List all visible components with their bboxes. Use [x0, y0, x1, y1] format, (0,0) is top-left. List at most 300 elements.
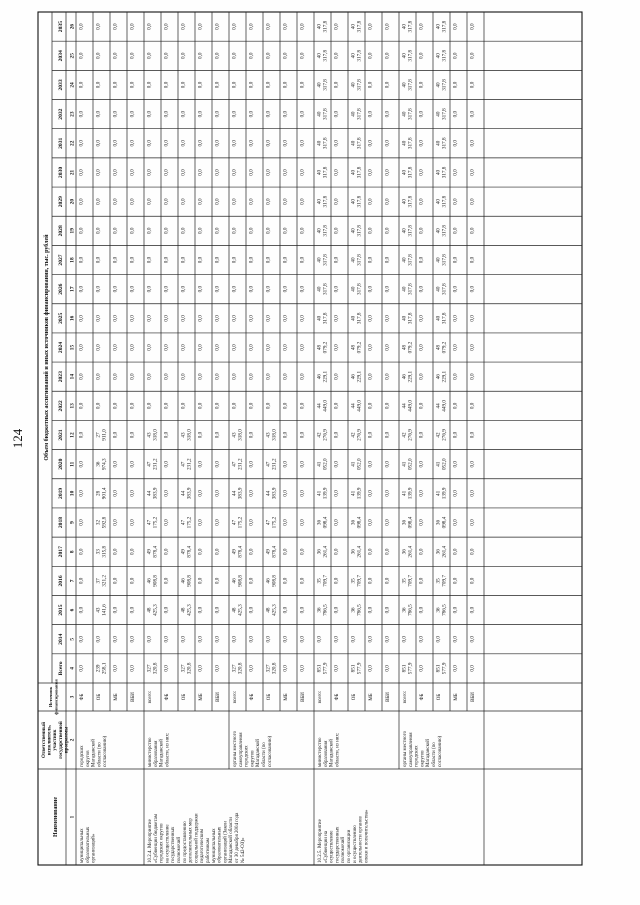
header-year: 2024: [58, 341, 64, 354]
value-cell: 0,0: [163, 431, 170, 439]
source-cell: ВБИ: [216, 692, 221, 702]
value-cell: 229,1: [441, 370, 448, 383]
value-cell: 098,4: [356, 516, 363, 529]
value-cell: 0,0: [231, 227, 238, 235]
value-cell: 908,8: [186, 575, 193, 587]
value-cell: 47: [265, 519, 272, 526]
name-cell: № 542-ОЗ)»: [240, 837, 246, 863]
value-cell: 0,0: [452, 665, 459, 672]
value-cell: 0,0: [95, 140, 102, 147]
value-cell: 0,0: [180, 198, 187, 205]
value-cell: 36: [435, 519, 442, 526]
value-cell: 0,0: [333, 52, 340, 60]
value-cell: 0,0: [248, 577, 255, 585]
value-cell: 0,0: [129, 402, 136, 410]
value-cell: 0,0: [197, 490, 204, 497]
value-cell: 0,0: [214, 460, 221, 468]
value-cell: 383,9: [271, 487, 278, 500]
executor-cell: Магаданской: [91, 739, 97, 767]
value-cell: 40: [401, 82, 408, 88]
value-cell: 0,0: [197, 285, 204, 293]
value-cell: 0,0: [418, 606, 425, 614]
header-source: Источник: [48, 686, 53, 708]
value-cell: 0,0: [197, 402, 204, 410]
value-cell: 786,5: [322, 604, 329, 616]
value-cell: 449,0: [356, 400, 363, 412]
value-cell: 0,0: [299, 373, 306, 380]
value-cell: 0,0: [384, 635, 391, 643]
value-cell: 0,0: [452, 460, 459, 468]
name-cell: государственных: [171, 826, 177, 863]
value-cell: 28: [95, 490, 102, 496]
value-cell: 317,8: [356, 108, 363, 120]
header-year: 2035: [58, 20, 64, 33]
name-cell: полномочий: [177, 836, 182, 863]
executor-cell: городских: [244, 745, 250, 767]
value-cell: 46: [401, 374, 408, 380]
value-cell: 0,0: [197, 23, 204, 30]
value-cell: 321,2: [101, 575, 108, 587]
executor-cell: области (по: [432, 742, 437, 767]
value-cell: 327: [146, 664, 153, 673]
value-cell: 0,0: [146, 256, 153, 264]
executor-cell: области, из них:: [165, 732, 171, 767]
value-cell: 317,8: [407, 20, 414, 33]
value-cell: 0,0: [384, 52, 391, 60]
value-cell: 0,0: [418, 285, 425, 293]
value-cell: 40: [350, 169, 357, 176]
value-cell: 0,0: [367, 665, 374, 672]
value-cell: 0,0: [231, 52, 238, 60]
header-year: 2021: [58, 429, 64, 441]
value-cell: 0,0: [248, 23, 255, 30]
source-cell: МБ: [114, 693, 119, 701]
value-cell: 0,0: [214, 52, 221, 60]
value-cell: 0,0: [146, 315, 153, 322]
value-cell: 43: [231, 432, 238, 438]
value-cell: 317,8: [356, 254, 363, 266]
value-cell: 0,0: [78, 52, 85, 60]
value-cell: 0,0: [163, 256, 170, 264]
value-cell: 0,0: [469, 344, 476, 351]
value-cell: 0,0: [197, 256, 204, 264]
value-cell: 36: [350, 607, 357, 613]
value-cell: 0,0: [367, 373, 374, 380]
value-cell: 0,0: [129, 140, 136, 147]
value-cell: 0,0: [78, 256, 85, 264]
value-cell: 0,0: [452, 169, 459, 176]
header-year: 2022: [58, 400, 64, 412]
name-cell: полномочий: [341, 836, 347, 863]
value-cell: 0,0: [469, 256, 476, 264]
value-cell: 0,0: [367, 285, 374, 293]
value-cell: 0,0: [384, 519, 391, 526]
value-cell: 0,0: [384, 460, 391, 468]
value-cell: 0,0: [299, 315, 306, 322]
executor-cell: образования: [323, 740, 329, 767]
value-cell: 0,0: [469, 606, 476, 614]
header-year: Всего: [58, 661, 64, 676]
value-cell: 40: [316, 315, 323, 321]
value-cell: 0,0: [265, 169, 272, 176]
name-cell: по организации: [347, 829, 352, 863]
value-cell: 0,0: [112, 140, 119, 147]
value-cell: 0,0: [452, 431, 459, 439]
value-cell: 40: [435, 315, 442, 321]
name-cell: «Субвенции бюджетам: [153, 814, 159, 863]
value-cell: 0,0: [248, 373, 255, 380]
value-cell: 48: [146, 607, 153, 613]
value-cell: 851: [435, 664, 442, 673]
value-cell: 0,0: [78, 548, 85, 555]
header-year: 2015: [58, 604, 64, 616]
value-cell: 577,9: [322, 662, 329, 675]
value-cell: 0,0: [197, 519, 204, 526]
value-cell: 0,0: [452, 519, 459, 526]
value-cell: 079,2: [322, 341, 329, 354]
value-cell: 0,0: [78, 344, 85, 351]
table-cells: [42, 20, 476, 863]
value-cell: 0,0: [112, 110, 119, 118]
value-cell: 0,0: [78, 431, 85, 439]
value-cell: 317,8: [441, 108, 448, 120]
value-cell: 908,8: [237, 575, 244, 587]
value-cell: 709,7: [356, 575, 363, 587]
value-cell: 46: [435, 374, 442, 380]
value-cell: 0,0: [146, 52, 153, 60]
value-cell: 0,0: [146, 285, 153, 293]
header-col-number: 6: [69, 608, 76, 612]
value-cell: 41: [350, 461, 357, 467]
value-cell: 449,0: [407, 400, 414, 412]
value-cell: 0,0: [248, 635, 255, 643]
value-cell: 0,0: [384, 256, 391, 264]
value-cell: 0,0: [469, 285, 476, 293]
source-cell: всего:: [403, 690, 408, 704]
value-cell: 0,0: [384, 227, 391, 235]
value-cell: 0,0: [384, 431, 391, 439]
value-cell: 0,0: [452, 635, 459, 643]
value-cell: 0,0: [112, 665, 119, 672]
value-cell: 0,0: [180, 140, 187, 147]
value-cell: 0,0: [180, 373, 187, 380]
value-cell: 0,0: [469, 315, 476, 322]
value-cell: 0,0: [418, 110, 425, 118]
value-cell: 0,0: [384, 577, 391, 585]
value-cell: 0,0: [129, 52, 136, 60]
value-cell: 0,0: [367, 169, 374, 176]
value-cell: 383,9: [152, 487, 159, 500]
value-cell: 0,0: [282, 431, 289, 439]
value-cell: 0,0: [282, 23, 289, 30]
value-cell: 229,1: [356, 370, 363, 383]
value-cell: 0,0: [112, 548, 119, 555]
value-cell: 0,0: [180, 52, 187, 60]
value-cell: 0,0: [129, 344, 136, 351]
header-col-number: 23: [69, 111, 76, 117]
value-cell: 901,4: [101, 487, 108, 500]
value-cell: 40: [435, 140, 442, 146]
value-cell: 139,9: [407, 487, 414, 500]
value-cell: 0,0: [333, 315, 340, 322]
value-cell: 0,0: [112, 227, 119, 235]
value-cell: 0,0: [78, 490, 85, 497]
value-cell: 0,0: [112, 431, 119, 439]
executor-cell: согласованию): [267, 735, 273, 767]
value-cell: 0,0: [418, 198, 425, 205]
value-cell: 052,0: [407, 458, 414, 471]
value-cell: 0,0: [299, 256, 306, 264]
value-cell: 0,0: [163, 285, 170, 293]
value-cell: 0,0: [299, 606, 306, 614]
value-cell: 49: [265, 549, 272, 555]
header-col-number: 2: [69, 738, 76, 742]
value-cell: 317,8: [407, 312, 414, 325]
value-cell: 0,0: [265, 373, 272, 380]
value-cell: 0,0: [333, 256, 340, 264]
value-cell: 317,8: [407, 166, 414, 179]
source-cell: ОБ: [182, 693, 187, 701]
value-cell: 44: [231, 490, 238, 496]
value-cell: 0,0: [112, 490, 119, 497]
value-cell: 577,9: [407, 662, 414, 675]
value-cell: 49: [180, 549, 187, 555]
value-cell: 0,0: [418, 490, 425, 497]
value-cell: 0,0: [418, 23, 425, 30]
value-cell: 320,8: [186, 662, 193, 675]
value-cell: 0,0: [78, 402, 85, 410]
value-cell: 0,0: [180, 315, 187, 322]
value-cell: 0,0: [197, 227, 204, 235]
source-cell: ОБ: [437, 693, 442, 701]
value-cell: 0,0: [78, 635, 85, 643]
value-cell: 0,0: [163, 490, 170, 497]
value-cell: 0,0: [265, 110, 272, 118]
value-cell: 0,0: [299, 490, 306, 497]
value-cell: 317,8: [322, 254, 329, 266]
header-year: 2018: [58, 516, 64, 529]
value-cell: 36: [350, 549, 357, 555]
value-cell: 317,8: [407, 49, 414, 62]
value-cell: 0,0: [469, 490, 476, 497]
value-cell: 0,0: [163, 665, 170, 672]
value-cell: 449,0: [441, 400, 448, 412]
value-cell: 46: [350, 374, 357, 380]
value-cell: 0,0: [112, 285, 119, 293]
value-cell: 0,0: [231, 23, 238, 30]
value-cell: 0,0: [95, 256, 102, 264]
value-cell: 0,0: [418, 81, 425, 89]
value-cell: 0,0: [384, 344, 391, 351]
name-cell: на осуществление: [165, 824, 171, 863]
value-cell: 0,0: [282, 548, 289, 555]
header-col-number: 7: [69, 579, 76, 583]
value-cell: 0,0: [265, 140, 272, 147]
value-cell: 36: [401, 519, 408, 526]
value-cell: 40: [316, 286, 323, 292]
value-cell: 577,9: [356, 662, 363, 675]
value-cell: 0,0: [129, 548, 136, 555]
name-cell: 10.2.4. Мероприятие: [148, 819, 153, 863]
value-cell: 0,0: [146, 81, 153, 89]
value-cell: 0,0: [129, 519, 136, 526]
header-year: 2034: [58, 50, 64, 62]
value-cell: 44: [316, 403, 323, 409]
source-cell: всего:: [233, 690, 238, 704]
value-cell: 261,4: [407, 545, 414, 558]
value-cell: 0,0: [452, 490, 459, 497]
value-cell: 0,0: [299, 140, 306, 147]
value-cell: 0,0: [197, 198, 204, 205]
value-cell: 0,0: [418, 635, 425, 643]
value-cell: 0,0: [214, 548, 221, 555]
value-cell: 0,0: [129, 169, 136, 176]
value-cell: 0,0: [384, 402, 391, 410]
value-cell: 0,0: [78, 23, 85, 30]
header-funding-title: Объем бюджетных ассигнований и иных источников финансирования, тыс. рублей: [44, 234, 50, 461]
value-cell: 44: [146, 490, 153, 496]
value-cell: 0,0: [146, 110, 153, 118]
value-cell: 0,0: [231, 635, 238, 643]
value-cell: 851: [316, 664, 323, 673]
value-cell: 0,0: [231, 315, 238, 322]
source-cell: МБ: [284, 693, 289, 701]
value-cell: 079,2: [441, 341, 448, 354]
value-cell: 317,8: [356, 283, 363, 295]
value-cell: 709,7: [407, 575, 414, 587]
value-cell: 41: [316, 490, 323, 496]
value-cell: 0,0: [180, 402, 187, 410]
value-cell: 0,0: [469, 52, 476, 60]
source-cell: МБ: [454, 693, 459, 701]
source-cell: МБ: [369, 693, 374, 701]
name-cell: Магаданской области: [229, 817, 235, 863]
value-cell: 0,0: [418, 169, 425, 176]
value-cell: 786,5: [441, 604, 448, 616]
value-cell: 425,3: [186, 604, 193, 616]
value-cell: 0,0: [469, 373, 476, 380]
value-cell: 48: [231, 607, 238, 613]
value-cell: 0,0: [180, 81, 187, 89]
value-cell: 052,0: [356, 458, 363, 471]
value-cell: 0,0: [78, 460, 85, 468]
value-cell: 908,8: [152, 575, 159, 587]
value-cell: 0,0: [112, 315, 119, 322]
source-cell: ФБ: [420, 693, 425, 701]
value-cell: 317,8: [322, 312, 329, 325]
value-cell: 0,0: [469, 548, 476, 555]
value-cell: 317,8: [441, 166, 448, 179]
value-cell: 592,8: [101, 516, 108, 529]
value-cell: 0,0: [418, 460, 425, 468]
value-cell: 0,0: [299, 110, 306, 118]
header-col-number: 3: [69, 695, 76, 699]
value-cell: 317,8: [356, 224, 363, 237]
value-cell: 317,8: [407, 254, 414, 266]
value-cell: 40: [350, 140, 357, 146]
executor-cell: Магаданской: [329, 739, 335, 767]
value-cell: 0,0: [418, 256, 425, 264]
value-cell: 0,0: [146, 169, 153, 176]
value-cell: 0,0: [197, 344, 204, 351]
value-cell: 46: [180, 578, 187, 584]
value-cell: 0,0: [265, 81, 272, 89]
value-cell: 139,9: [322, 487, 329, 500]
value-cell: 0,0: [299, 344, 306, 351]
header-year: 2026: [58, 283, 64, 295]
header-col-number: 4: [69, 667, 76, 670]
value-cell: 40: [350, 199, 357, 205]
value-cell: 0,0: [112, 52, 119, 60]
value-cell: 318,0: [152, 429, 159, 441]
value-cell: 0,0: [129, 315, 136, 322]
value-cell: 48: [435, 344, 442, 351]
value-cell: 0,0: [384, 490, 391, 497]
header-col-number: 14: [69, 373, 76, 380]
value-cell: 0,0: [282, 344, 289, 351]
page-number: 124: [10, 428, 25, 449]
value-cell: 43: [95, 607, 102, 613]
value-cell: 449,0: [322, 400, 329, 412]
value-cell: 0,0: [197, 315, 204, 322]
executor-cell: городских: [80, 745, 85, 767]
value-cell: 41: [435, 490, 442, 496]
value-cell: 0,0: [418, 373, 425, 380]
value-cell: 052,0: [322, 458, 329, 471]
executor-cell: министерство: [148, 737, 153, 767]
value-cell: 0,0: [367, 635, 374, 643]
value-cell: 0,0: [129, 285, 136, 293]
value-cell: 0,0: [95, 52, 102, 60]
value-cell: 40: [316, 82, 323, 88]
name-cell: «Субвенции на: [323, 830, 329, 863]
value-cell: 0,0: [197, 373, 204, 380]
value-cell: 0,0: [367, 490, 374, 497]
value-cell: 0,0: [163, 198, 170, 205]
value-cell: 0,0: [282, 81, 289, 89]
value-cell: 0,0: [129, 606, 136, 614]
name-cell: образовательных: [217, 826, 223, 863]
value-cell: 0,0: [129, 635, 136, 643]
value-cell: 0,0: [112, 81, 119, 89]
value-cell: 0,0: [469, 431, 476, 439]
value-cell: 0,0: [129, 256, 136, 264]
value-cell: 0,0: [112, 256, 119, 264]
value-cell: 0,0: [231, 373, 238, 380]
value-cell: 0,0: [282, 490, 289, 497]
value-cell: 0,0: [214, 140, 221, 147]
table-frame: [38, 12, 582, 865]
value-cell: 0,0: [214, 431, 221, 439]
value-cell: 0,0: [95, 110, 102, 118]
header-executor: программы: [64, 726, 70, 754]
value-cell: 0,0: [129, 81, 136, 89]
value-cell: 0,0: [78, 110, 85, 118]
value-cell: 317,8: [407, 195, 414, 208]
value-cell: 0,0: [299, 431, 306, 439]
value-cell: 0,0: [265, 227, 272, 235]
value-cell: 317,8: [356, 137, 363, 150]
value-cell: 0,0: [112, 402, 119, 410]
value-cell: 40: [401, 199, 408, 205]
value-cell: 0,0: [333, 23, 340, 30]
source-cell: ОБ: [352, 693, 357, 701]
value-cell: 317,8: [356, 312, 363, 325]
value-cell: 0,0: [129, 23, 136, 30]
value-cell: 383,9: [186, 487, 193, 500]
value-cell: 0,0: [78, 665, 85, 672]
value-cell: 0,0: [78, 81, 85, 89]
